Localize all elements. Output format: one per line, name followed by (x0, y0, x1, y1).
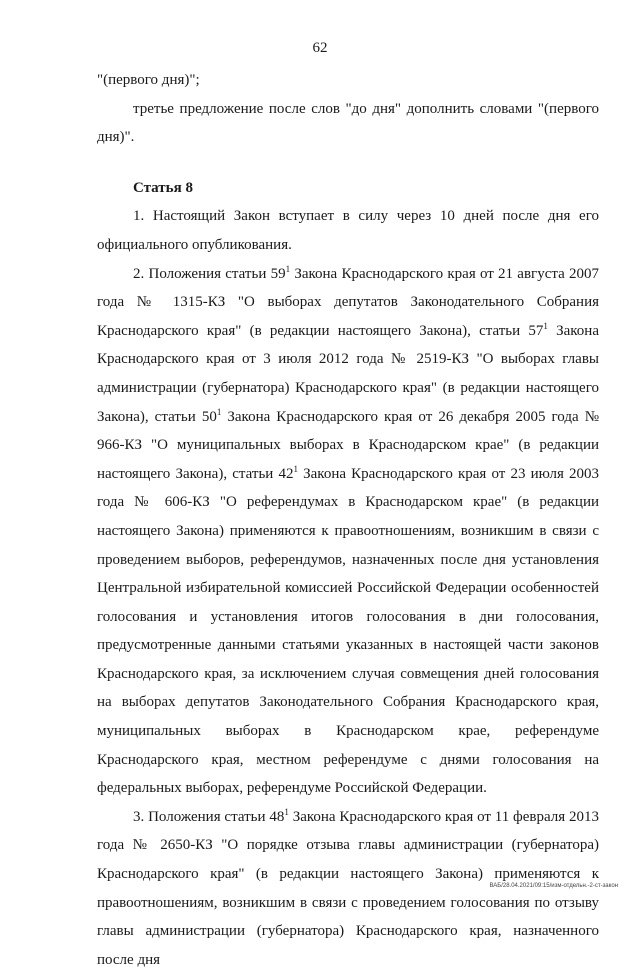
superscript: 1 (293, 463, 298, 474)
paragraph-3-part-b: Закона Краснодарского края от 21 августа 2007 года № 1315-КЗ "О выборах депутатов Законодательного Собрания Краснодарского края" (в редакции настоящего Закона), статьи 57 (97, 265, 599, 339)
paragraph-2: 1. Настоящий Закон вступает в силу через 10 дней после дня его официального опубликования. (97, 208, 599, 253)
paragraph-3-part-d: Закона Краснодарского края от 26 декабря 2005 года № 966-КЗ "О муниципальных выборах в Краснодарском крае" (в редакции настоящего Закона), статьи 42 (97, 408, 600, 482)
paragraph-0: "(первого дня)"; (97, 72, 200, 88)
footer-stamp: ВАБ/28.04.2021/09:15/изм-отдельн.-2-ст-закон (489, 883, 618, 889)
page-number: 62 (312, 40, 328, 56)
superscript: 1 (284, 806, 289, 817)
document-body (97, 66, 599, 974)
paragraph-3 (97, 260, 599, 803)
article-heading: Статья 8 (133, 179, 193, 196)
paragraph-1: третье предложение после слов "до дня" дополнить словами "(первого дня)". (97, 100, 599, 146)
superscript: 1 (285, 263, 291, 274)
paragraph-4-part-b: Закона Краснодарского края от 11 февраля 2013 года № 2650-КЗ "О порядке отзыва главы администрации (губернатора) Краснодарского края" (в редакции настоящего Закона) применяются к правоотношениям, возникшим в связи с проведением голосования по отзыву главы администрации (губернатора) Краснодарского края, назначенного после дня (97, 808, 599, 968)
paragraph-3-part-a: 2. Положения статьи 59 (133, 265, 286, 282)
superscript: 1 (216, 406, 222, 417)
paragraph-3-part-e: Закона Краснодарского края от 23 июля 2003 года № 606-КЗ "О референдумах в Краснодарском крае" (в редакции настоящего Закона) применяются к правоотношениям, возникшим в связи с проведением выборов, референдумов, назначенных после дня установления Центральной избирательной комиссией Российской Федерации особенностей голосования и установления итогов голосования в дни голосования, предусмотренные данными статьями указанных в настоящей части законов Краснодарского края, за исключением случая совмещения дней голосования на выборах депутатов Законодательного Собрания Краснодарского края, муниципальных выборах в Краснодарском крае, референдуме Краснодарского края, местном референдуме с днями голосования на федеральных выборах, референдуме Российской Федерации. (97, 465, 599, 797)
paragraph-3-part-c: Закона Краснодарского края от 3 июля 2012 года № 2519-КЗ "О выборах главы администрации (губернатора) Краснодарского края" (в редакции настоящего Закона), статьи 50 (97, 322, 599, 425)
superscript: 1 (543, 320, 548, 331)
paragraph-4-part-a: 3. Положения статьи 48 (133, 808, 285, 825)
